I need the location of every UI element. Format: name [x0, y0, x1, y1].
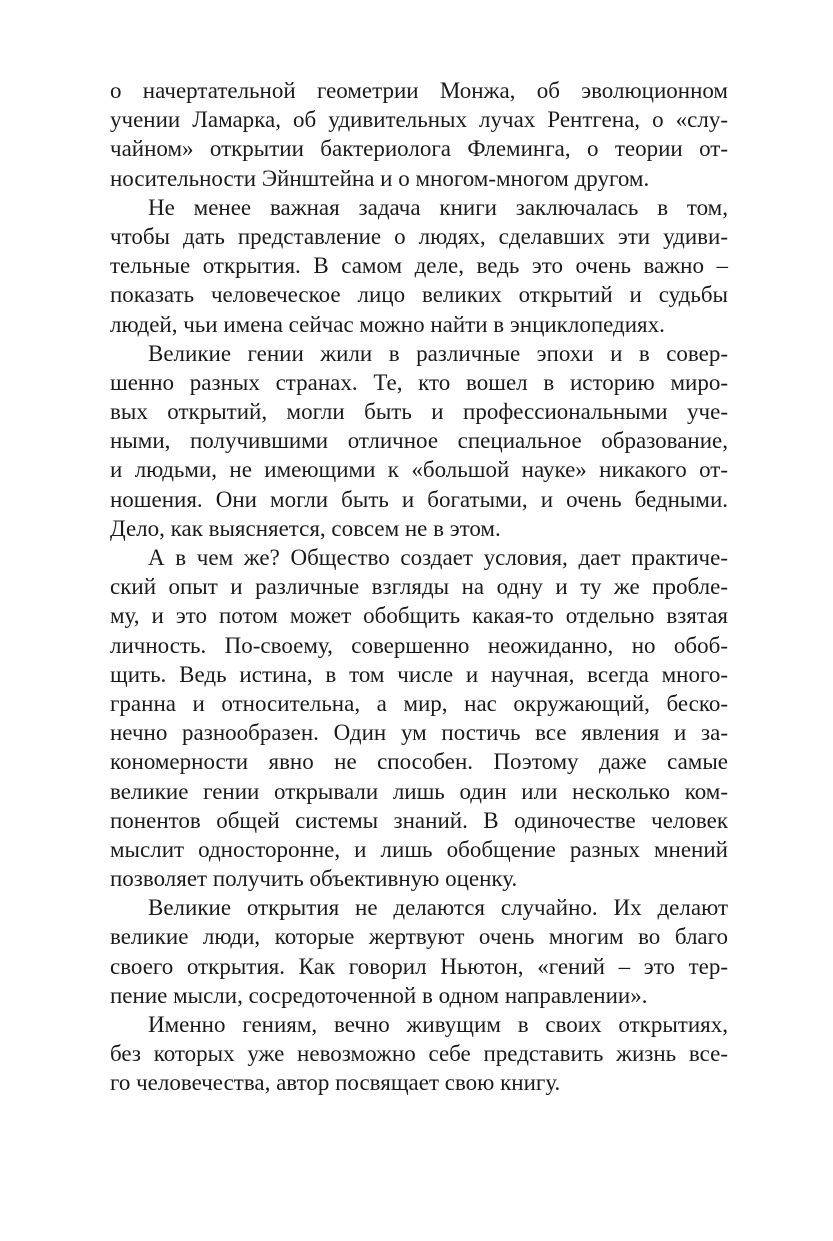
paragraph [110, 1010, 728, 1098]
text-line: великие гении открывали лишь один или несколько ком- [110, 778, 728, 804]
text-line: мыслит односторонне, и лишь обобщение разных мнений [110, 836, 728, 862]
text-line: носительности Эйнштейна и о многом-многом другом. [110, 165, 650, 191]
text-line: Не менее важная задача книги заключалась в том, [148, 194, 728, 220]
text-line: ношения. Они могли быть и богатыми, и очень бедными. [110, 486, 728, 512]
text-line: понентов общей системы знаний. В одиночестве человек [110, 807, 728, 833]
text-line: гранна и относительна, а мир, нас окружающий, беско- [110, 690, 728, 716]
text-line: показать человеческое лицо великих открытий и судьбы [110, 282, 728, 308]
paragraph [110, 76, 728, 193]
text-line: ский опыт и различные взгляды на одну и ту же пробле- [110, 574, 728, 600]
paragraph [110, 339, 728, 543]
text-line: му, и это потом может обобщить какая-то отдельно взятая [110, 603, 728, 629]
text-line: пение мысли, сосредоточенной в одном направлении». [110, 982, 648, 1008]
paragraph [110, 893, 728, 1010]
text-line: о начертательной геометрии Монжа, об эволюционном [110, 78, 728, 103]
text-line: вых открытий, могли быть и профессиональными уче- [110, 399, 728, 425]
text-line: Великие гении жили в различные эпохи и в совер- [148, 340, 728, 366]
text-line: Дело, как выясняется, совсем не в этом. [110, 515, 501, 541]
text-line: Великие открытия не делаются случайно. Их делают [148, 895, 728, 921]
text-line: тельные открытия. В самом деле, ведь это очень важно – [110, 253, 728, 279]
text-line: великие люди, которые жертвуют очень многим во благо [110, 924, 728, 950]
text-line: позволяет получить объективную оценку. [110, 866, 518, 892]
text-line: без которых уже невозможно себе представить жизнь все- [110, 1041, 728, 1067]
text-line: личность. По-своему, совершенно неожиданно, но обоб- [110, 632, 728, 658]
text-line: своего открытия. Как говорил Ньютон, «гений – это тер- [110, 953, 728, 979]
text-line: людей, чьи имена сейчас можно найти в энциклопедиях. [110, 311, 665, 337]
text-line: шенно разных странах. Те, кто вошел в историю миро- [110, 369, 728, 395]
text-line: учении Ламарка, об удивительных лучах Рентгена, о «слу- [110, 107, 728, 133]
text-line: чтобы дать представление о людях, сделавших эти удиви- [110, 223, 728, 249]
text-line: кономерности явно не способен. Поэтому даже самые [110, 749, 728, 775]
text-line: го человечества, автор посвящает свою книгу. [110, 1070, 561, 1096]
text-line: ными, получившими отличное специальное образование, [110, 428, 728, 454]
paragraph [110, 193, 728, 339]
text-line: чайном» открытии бактериолога Флеминга, о теории от- [110, 136, 728, 162]
text-line: А в чем же? Общество создает условия, дает практиче- [148, 545, 728, 570]
text-line: щить. Ведь истина, в том числе и научная, всегда много- [110, 661, 728, 687]
paragraph [110, 543, 728, 893]
text-line: и людьми, не имеющими к «большой науке» никакого от- [110, 457, 728, 483]
book-page-body [110, 76, 728, 1098]
text-line: нечно разнообразен. Один ум постичь все явления и за- [110, 720, 728, 746]
text-line: Именно гениям, вечно живущим в своих открытиях, [148, 1012, 728, 1037]
